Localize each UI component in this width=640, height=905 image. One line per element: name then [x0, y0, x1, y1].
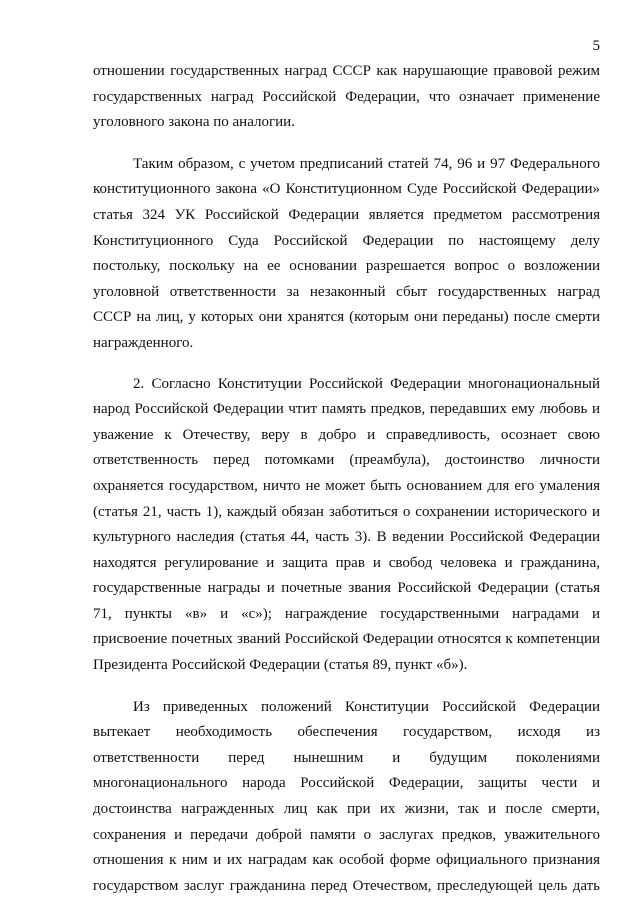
text-line: ответственности перед нынешним и будущим поколениями	[93, 749, 600, 766]
text-line: охраняется государством, ничто не может быть основанием для его умаления	[93, 477, 600, 494]
text-line: (статья 21, часть 1), каждый обязан заботиться о сохранении исторического и	[93, 503, 600, 520]
text-line: награжденного.	[93, 334, 194, 351]
text-line: СССР на лиц, у которых они хранятся (которым они переданы) после смерти	[93, 309, 600, 326]
text-line: 2. Согласно Конституции Российской Федерации многонациональный	[133, 375, 600, 392]
text-line: культурного наследия (статья 44, часть 3). В ведении Российской Федерации	[93, 529, 600, 546]
page-number: 5	[592, 38, 600, 54]
text-line: Таким образом, с учетом предписаний статей 74, 96 и 97 Федерального	[133, 155, 600, 172]
text-line: многонационального народа Российской Федерации, защиты чести и	[93, 775, 600, 792]
paragraph-implications	[93, 695, 600, 900]
text-line: достоинства награжденных лиц как при их жизни, так и после смерти,	[93, 801, 600, 818]
text-line: уголовного закона по аналогии.	[93, 114, 295, 131]
text-line: конституционного закона «О Конституционном Суде Российской Федерации»	[93, 181, 600, 198]
text-line: постольку, поскольку на ее основании разрешается вопрос о возложении	[93, 258, 600, 275]
text-line: присвоение почетных званий Российской Федерации относятся к компетенции	[93, 631, 600, 648]
text-line: 71, пункты «в» и «с»); награждение государственными наградами и	[93, 605, 600, 622]
text-line: сохранения и передачи доброй памяти о заслугах предков, уважительного	[93, 826, 600, 843]
text-line: уважение к Отечеству, веру в добро и справедливость, осознает свою	[93, 426, 600, 443]
text-line: уголовной ответственности за незаконный сбыт государственных наград	[93, 283, 600, 300]
text-line: отношении государственных наград СССР как нарушающие правовой режим	[93, 63, 600, 79]
text-line: Конституционного Суда Российской Федерации по настоящему делу	[93, 232, 600, 249]
paragraph-continuation	[93, 59, 600, 136]
text-line: Президента Российской Федерации (статья 89, пункт «б»).	[93, 657, 468, 674]
text-line: отношения к ним и их наградам как особой форме официального признания	[93, 852, 600, 869]
text-line: государственных наград Российской Федерации, что означает применение	[93, 88, 600, 105]
document-body	[93, 59, 600, 899]
text-line: народ Российской Федерации чтит память предков, передавших ему любовь и	[93, 401, 600, 418]
text-line: Из приведенных положений Конституции Российской Федерации	[133, 698, 600, 715]
text-line: ответственность перед потомками (преамбула), достоинство личности	[93, 452, 600, 469]
paragraph-conclusion	[93, 152, 600, 357]
paragraph-constitution	[93, 372, 600, 679]
text-line: находятся регулирование и защита прав и свобод человека и гражданина,	[93, 554, 600, 571]
text-line: государством заслуг гражданина перед Отечеством, преследующей цель дать	[93, 877, 600, 894]
text-line: государственные награды и почетные звания Российской Федерации (статья	[93, 580, 600, 597]
text-line: вытекает необходимость обеспечения государством, исходя из	[93, 724, 600, 741]
text-line: статья 324 УК Российской Федерации является предметом рассмотрения	[93, 206, 600, 223]
